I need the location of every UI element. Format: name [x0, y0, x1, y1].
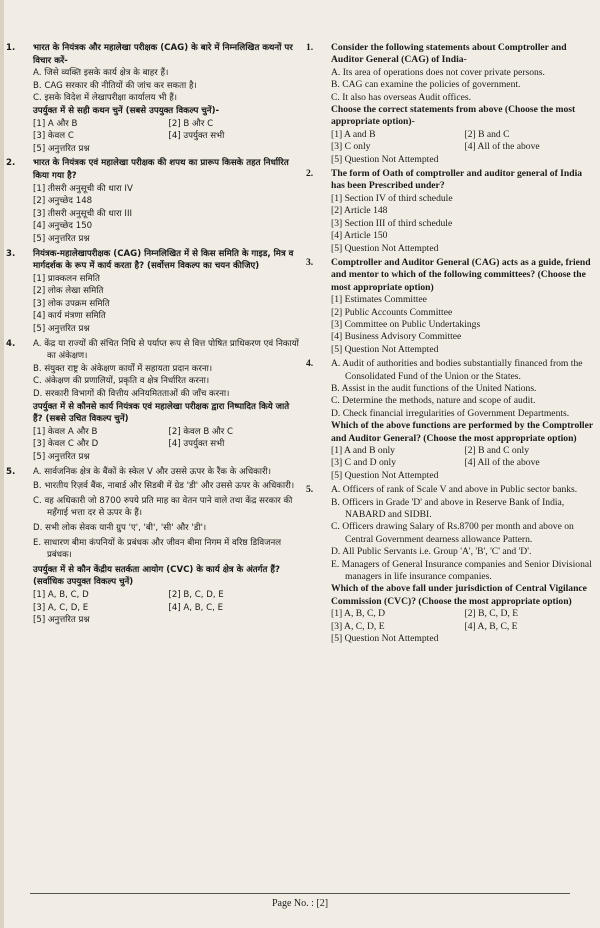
option-2[interactable]: [2] B and C only	[464, 445, 529, 456]
question-number: 5.	[6, 466, 16, 477]
statement-e: E. Managers of General Insurance companies and Senior Divisional managers in life insurance companies.	[331, 558, 592, 583]
statement-a: A. सार्वजनिक क्षेत्र के बैंकों के स्केल V और उससे ऊपर के रैंक के अधिकारी।	[33, 466, 271, 477]
statement-c: C. इसके विदेश में लेखापरीक्षा कार्यालय भी हैं।	[33, 93, 178, 104]
statement-b: B. Assist in the audit functions of the United Nations.	[331, 382, 537, 394]
option-2[interactable]: [2] B, C, D, E	[168, 589, 224, 600]
question-instruction: Which of the above functions are performed by the Comptroller and Auditor General? (Choose the most appropriate option)	[331, 420, 593, 444]
options-grid	[331, 129, 594, 166]
options-grid	[33, 118, 300, 156]
option-4[interactable]: [4] Business Advisory Committee	[331, 331, 462, 343]
question-3-hindi	[6, 248, 300, 336]
question-stem: भारत के नियंत्रक एवं महालेखा परीक्षक की शपथ का प्रारूप किसके तहत निर्धारित किया गया है?	[33, 158, 289, 181]
option-5[interactable]: [5] Question Not Attempted	[331, 343, 439, 355]
question-1-english	[304, 42, 594, 166]
statement-c: C. Determine the methods, nature and scope of audit.	[331, 395, 536, 407]
statement-d: D. Check financial irregularities of Government Departments.	[331, 407, 570, 419]
option-5[interactable]: [5] Question Not Attempted	[331, 242, 439, 254]
statement-c: C. अंकेक्षण की प्रणालियों, प्रकृति व क्षेत्र निर्धारित करना।	[33, 376, 210, 387]
question-number: 1.	[306, 42, 314, 53]
options-grid	[331, 608, 594, 645]
statement-b: B. संयुक्त राष्ट्र के अंकेक्षण कार्यों में सहायता प्रदान करना।	[33, 363, 213, 374]
option-5[interactable]: [5] Question Not Attempted	[331, 633, 439, 645]
option-1[interactable]: [1] Section IV of third schedule	[331, 192, 453, 204]
option-3[interactable]: [3] केवल C और D	[33, 439, 99, 450]
option-1[interactable]: [1] तीसरी अनुसूची की धारा IV	[33, 183, 133, 194]
option-3[interactable]: [3] केवल C	[33, 131, 74, 142]
statement-a: A. केंद्र या राज्यों की संचित निधि से पर्याप्त रूप से वित्त पोषित प्राधिकरण एवं निकायों का अंकेक्षण।	[33, 338, 299, 362]
option-2[interactable]: [2] लोक लेखा समिति	[33, 286, 104, 297]
option-2[interactable]: [2] B और C	[168, 118, 214, 129]
option-1[interactable]: [1] प्राक्कलन समिति	[33, 273, 100, 284]
question-stem: Comptroller and Auditor General (CAG) acts as a guide, friend and mentor to which of the following committees? (Choose the most appropriate option)	[331, 256, 591, 293]
options-grid	[331, 445, 594, 482]
question-number: 4.	[6, 338, 16, 349]
question-number: 1.	[6, 43, 16, 53]
option-1[interactable]: [1] A and B only	[331, 445, 395, 456]
option-2[interactable]: [2] Public Accounts Committee	[331, 306, 453, 318]
question-instruction: उपर्युक्त में से कौन केंद्रीय सतर्कता आयोग (CVC) के कार्य क्षेत्र के अंतर्गत हैं? (सर्वाधिक उपयुक्त विकल्प चुनें)	[33, 564, 280, 588]
option-5[interactable]: [5] अनुत्तरित प्रश्न	[33, 452, 90, 462]
footer-rule	[30, 893, 570, 894]
options-grid	[33, 589, 300, 627]
option-5[interactable]: [5] अनुत्तरित प्रश्न	[33, 143, 90, 154]
option-4[interactable]: [4] उपर्युक्त सभी	[168, 439, 225, 450]
statement-c: C. It also has overseas Audit offices.	[331, 91, 471, 103]
statement-b: B. CAG सरकार की नीतियों की जांच कर सकता है।	[33, 80, 197, 91]
option-5[interactable]: [5] Question Not Attempted	[331, 469, 439, 481]
option-4[interactable]: [4] All of the above	[464, 457, 540, 469]
page-number: Page No. : [2]	[271, 898, 329, 909]
question-instruction: उपर्युक्त में से कौनसे कार्य नियंत्रक एवं महालेखा परीक्षक द्वारा निष्पादित किये जाते हैं? (सबसे उचित विकल्प चुनें)	[33, 401, 290, 425]
option-3[interactable]: [3] लोक उपक्रम समिति	[33, 298, 110, 309]
statement-c: C. Officers drawing Salary of Rs.8700 per month and above on Central Government dearness allowance Pattern.	[331, 521, 574, 545]
option-1[interactable]: [1] A और B	[33, 118, 78, 129]
question-5-hindi	[6, 466, 300, 627]
statement-b: B. CAG can examine the policies of government.	[331, 79, 521, 91]
option-3[interactable]: [3] Committee on Public Undertakings	[331, 318, 481, 330]
options-grid	[33, 426, 300, 464]
question-2-hindi	[6, 157, 300, 245]
page-edge	[0, 0, 4, 928]
option-5[interactable]: [5] अनुत्तरित प्रश्न	[33, 615, 90, 626]
option-4[interactable]: [4] A, B, C, E	[464, 620, 518, 632]
question-4-english	[304, 358, 594, 482]
question-number: 3.	[6, 248, 16, 259]
question-5-english	[304, 484, 594, 645]
option-5[interactable]: [5] अनुत्तरित प्रश्न	[33, 324, 90, 335]
option-5[interactable]: [5] Question Not Attempted	[331, 153, 439, 165]
question-stem: The form of Oath of comptroller and auditor general of India has been Prescribed under?	[331, 168, 583, 192]
option-4[interactable]: [4] अनुच्छेद 150	[33, 221, 93, 232]
question-1-hindi	[6, 42, 300, 155]
statement-a: A. Audit of authorities and bodies substantially financed from the Consolidated Fund of the Union or the States.	[331, 358, 583, 382]
option-2[interactable]: [2] B, C, D, E	[464, 608, 519, 620]
option-3[interactable]: [3] Section III of third schedule	[331, 217, 453, 229]
question-stem: नियंत्रक-महालेखापरीक्षक (CAG) निम्नलिखित में से किस समिति के गाइड, मित्र व मार्गदर्शक के रूप में कार्य करता है? (सर्वोत्तम विकल्प का चयन कीजिए)	[33, 248, 294, 272]
statement-b: B. Officers in Grade 'D' and above in Reserve Bank of India, NABARD and SIDBI.	[331, 496, 565, 521]
question-2-english	[304, 168, 594, 255]
statement-d: D. सरकारी विभागों की वित्तीय अनियमितताओं की जाँच करना।	[33, 389, 230, 400]
option-3[interactable]: [3] तीसरी अनुसूची की धारा III	[33, 208, 133, 219]
option-2[interactable]: [2] केवल B और C	[168, 426, 234, 437]
option-1[interactable]: [1] A, B, C, D	[331, 608, 386, 620]
question-number: 3.	[306, 256, 314, 268]
option-1[interactable]: [1] केवल A और B	[33, 426, 98, 437]
option-3[interactable]: [3] C and D only	[331, 457, 397, 469]
question-stem: भारत के नियंत्रक और महालेखा परीक्षक (CAG) के बारे में निम्नलिखित कथनों पर विचार करें-	[33, 43, 293, 66]
question-number: 5.	[306, 484, 314, 496]
option-2[interactable]: [2] B and C	[464, 128, 510, 140]
option-4[interactable]: [4] Article 150	[331, 230, 388, 242]
option-4[interactable]: [4] A, B, C, E	[168, 602, 223, 613]
option-4[interactable]: [4] उपर्युक्त सभी	[168, 131, 225, 142]
question-number: 2.	[306, 168, 314, 180]
statement-e: E. साधारण बीमा कंपनियों के प्रबंधक और जीवन बीमा निगम में वरिष्ठ डिविजनल प्रबंधक।	[33, 537, 282, 561]
question-number: 4.	[306, 358, 314, 370]
option-5[interactable]: [5] अनुत्तरित प्रश्न	[33, 233, 90, 244]
question-3-english	[304, 257, 594, 356]
option-2[interactable]: [2] Article 148	[331, 205, 388, 217]
option-4[interactable]: [4] All of the above	[464, 141, 540, 153]
question-number: 2.	[6, 158, 16, 169]
question-4-hindi	[6, 338, 300, 464]
hindi-column	[6, 42, 300, 629]
statement-d: D. All Public Servants i.e. Group 'A', 'B', 'C' and 'D'.	[331, 546, 532, 558]
statement-d: D. सभी लोक सेवक यानी ग्रुप 'ए', 'बी', 'सी' और 'डी'।	[33, 522, 207, 533]
option-3[interactable]: [3] C only	[331, 141, 371, 153]
option-2[interactable]: [2] अनुच्छेद 148	[33, 196, 93, 207]
question-stem: Consider the following statements about Comptroller and Auditor General (CAG) of India-	[331, 42, 567, 66]
statement-a: A. जिसे व्यक्ति इसके कार्य क्षेत्र के बाहर हैं।	[33, 68, 169, 79]
english-column	[304, 42, 594, 648]
question-instruction: Choose the correct statements from above (Choose the most appropriate option)-	[331, 104, 576, 128]
option-1[interactable]: [1] Estimates Committee	[331, 294, 427, 306]
statement-c: C. वह अधिकारी जो 8700 रुपये प्रति माह का वेतन पाने वाले तथा केंद्र सरकार की महँगाई भत्ता दर से ऊपर के हैं।	[33, 495, 293, 519]
option-3[interactable]: [3] A, C, D, E	[33, 602, 89, 613]
option-1[interactable]: [1] A, B, C, D	[33, 589, 89, 600]
question-instruction: उपर्युक्त में से सही कथन चुनें (सबसे उपयुक्त विकल्प चुनें)-	[33, 105, 220, 116]
option-4[interactable]: [4] कार्य मंत्रणा समिति	[33, 311, 106, 322]
statement-a: A. Officers of rank of Scale V and above in Public sector banks.	[331, 484, 578, 496]
statement-a: A. Its area of operations does not cover private persons.	[331, 66, 545, 78]
question-instruction: Which of the above fall under jurisdiction of Central Vigilance Commission (CVC)? (Choose the most appropriate option)	[331, 583, 587, 607]
option-1[interactable]: [1] A and B	[331, 128, 376, 140]
statement-b: B. भारतीय रिज़र्व बैंक, नाबार्ड और सिडबी में ग्रेड 'डी' और उससे ऊपर के अधिकारी।	[33, 481, 295, 492]
option-3[interactable]: [3] A, C, D, E	[331, 620, 385, 632]
